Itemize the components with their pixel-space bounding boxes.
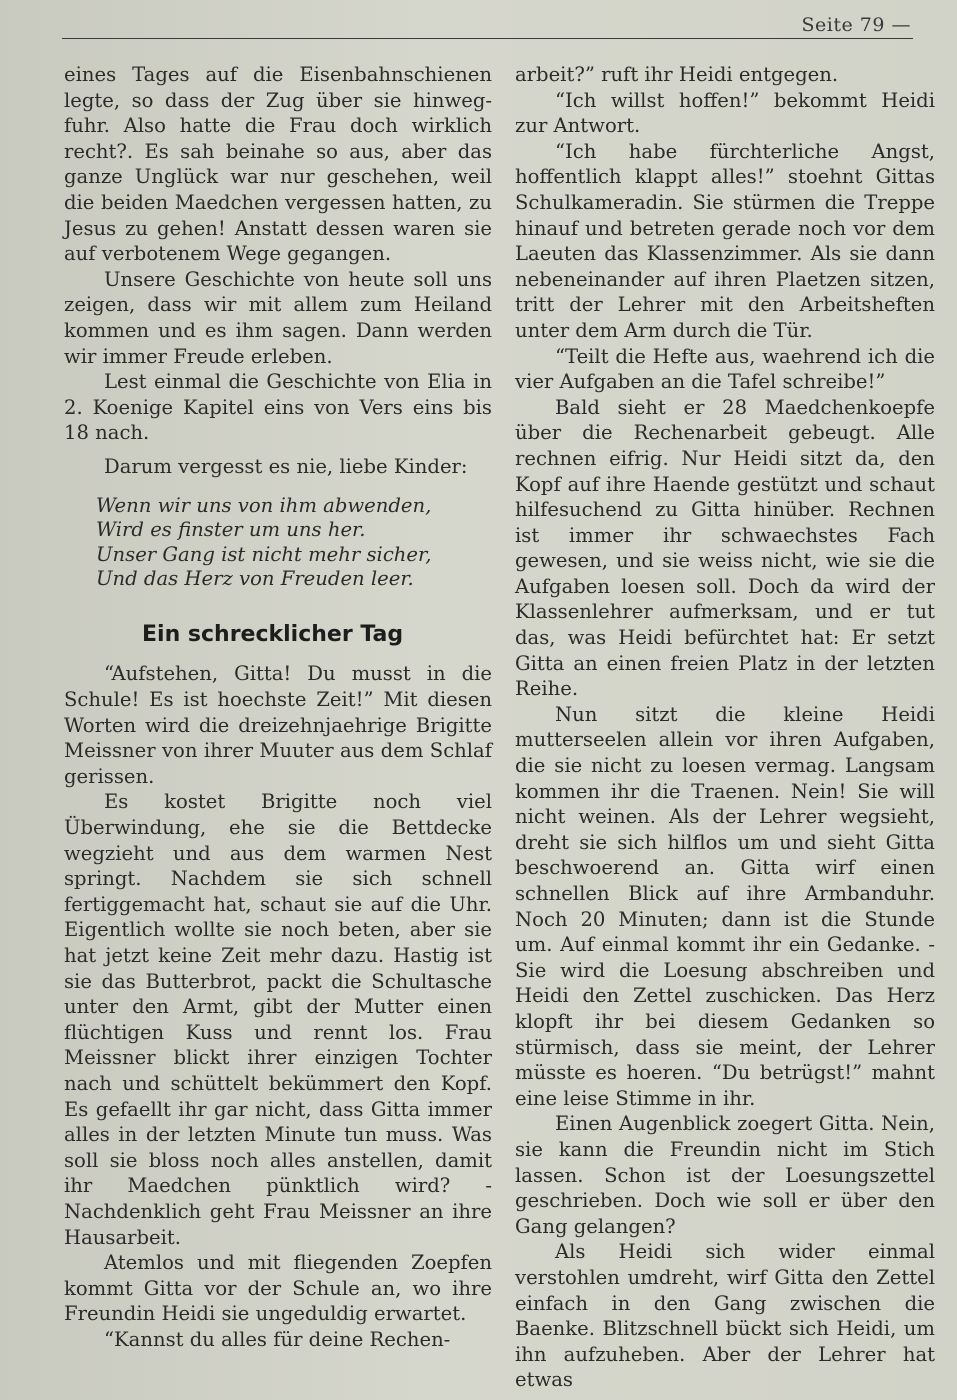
- paragraph: “Ich habe fürchterliche Angst, hoffentlich klappt alles!” stoehnt Gittas Schulkameradin. Sie stürmen die Treppe hinauf und betreten gerade noch vor dem Laeuten das Klassenzimmer. Als sie dann nebeneinander auf ihren Plaetzen sitzen, tritt der Lehrer mit den Arbeitsheften unter dem Arm durch die Tür.: [515, 139, 935, 342]
- paragraph: “Ich willst hoffen!” bekommt Heidi zur Antwort.: [515, 88, 935, 138]
- paragraph: Unsere Geschichte von heute soll uns zeigen, dass wir mit allem zum Heiland kommen und es ihm sagen. Dann werden wir immer Freude erleben.: [64, 267, 492, 368]
- paragraph: Lest einmal die Geschichte von Elia in 2. Koenige Kapitel eins von Vers eins bis 18 nach.: [64, 370, 492, 445]
- section-title: Ein schrecklicher Tag: [142, 621, 404, 647]
- poem-line: Unser Gang ist nicht mehr sicher,: [96, 542, 432, 566]
- paragraph: “Teilt die Hefte aus, waehrend ich die vier Aufgaben an die Tafel schreibe!”: [515, 344, 935, 394]
- poem-line: Wenn wir uns von ihm abwenden,: [96, 493, 432, 517]
- poem-line: Und das Herz von Freuden leer.: [96, 567, 414, 591]
- paragraph: eines Tages auf die Eisenbahnschienen legte, so dass der Zug über sie hinweg-fuhr. Also hatte die Frau doch wirklich recht?. Es sah beinahe so aus, aber das ganze Unglück war nur geschehen, weil die beiden Maedchen vergessen hatten, zu Jesus zu gehen! Anstatt dessen waren sie auf verbotenem Wege gegangen.: [64, 63, 492, 266]
- right-column: [515, 62, 935, 1393]
- paragraph: Atemlos und mit fliegenden Zoepfen kommt Gitta vor der Schule an, wo ihre Freundin Heidi sie ungeduldig erwartet.: [64, 1251, 492, 1326]
- paragraph: “Aufstehen, Gitta! Du musst in die Schule! Es ist hoechste Zeit!” Mit diesen Worten wird die dreizehnjaehrige Brigitte Meissner von ihrer Muuter aus dem Schlaf gerissen.: [64, 662, 492, 788]
- paragraph: Bald sieht er 28 Maedchenkoepfe über die Rechenarbeit gebeugt. Alle rechnen eifrig. Nur Heidi sitzt da, den Kopf auf ihre Haende gestützt und schaut hilfesuchend zu Gitta hinüber. Rechnen ist immer ihr schwaechstes Fach gewesen, und sie weiss nicht, wie sie die Aufgaben loesen soll. Doch da wird der Klassenlehrer aufmerksam, und er tut das, was Heidi befürchtet hat: Er setzt Gitta an einen freien Platz in der letzten Reihe.: [515, 395, 935, 701]
- left-column: [64, 62, 492, 1353]
- paragraph: Darum vergesst es nie, liebe Kinder:: [104, 454, 468, 478]
- paragraph: Nun sitzt die kleine Heidi mutterseelen allein vor ihren Aufgaben, die sie nicht zu loesen vermag. Langsam kommen ihr die Traenen. Nein! Sie will nicht weinen. Als der Lehrer wegsieht, dreht sie sich hilflos um und sieht Gitta beschwoerend an. Gitta wirf einen schnellen Blick auf ihre Armbanduhr. Noch 20 Minuten; dann ist die Stunde um. Auf einmal kommt ihr ein Gedanke. - Sie wird die Loesung abschreiben und Heidi den Zettel zuschicken. Das Herz klopft ihr bei diesem Gedanken so stürmisch, dass sie meint, der Lehrer müsste es hoeren. “Du betrügst!” mahnt eine leise Stimme in ihr.: [515, 702, 935, 1110]
- page-number: Seite 79 —: [801, 14, 911, 36]
- paragraph: “Kannst du alles für deine Rechen-: [104, 1327, 451, 1351]
- paragraph: Es kostet Brigitte noch viel Überwindung, ehe sie die Bettdecke wegzieht und aus dem warmen Nest springt. Nachdem sie sich schnell fertiggemacht hat, schaut sie auf die Uhr. Eigentlich wollte sie noch beten, aber sie hat jetzt keine Zeit mehr dazu. Hastig ist sie das Butterbrot, packt die Schultasche unter den Armt, gibt der Mutter einen flüchtigen Kuss und rennt los. Frau Meissner blickt ihrer einzigen Tochter nach und schüttelt bekümmert den Kopf. Es gefaellt ihr gar nicht, dass Gitta immer alles in der letzten Minute tun muss. Was soll sie bloss noch alles anstellen, damit ihr Maedchen pünktlich wird? - Nachdenklich geht Frau Meissner an ihre Hausarbeit.: [64, 790, 492, 1249]
- paragraph: Als Heidi sich wider einmal verstohlen umdreht, wirf Gitta den Zettel einfach in den Gang zwischen die Baenke. Blitzschnell bückt sich Heidi, um ihn aufzuheben. Aber der Lehrer hat etwas: [515, 1240, 935, 1392]
- poem: [96, 494, 492, 592]
- paragraph: Einen Augenblick zoegert Gitta. Nein, sie kann die Freundin nicht im Stich lassen. Schon ist der Loesungszettel geschrieben. Doch wie soll er über den Gang gelangen?: [515, 1112, 935, 1238]
- poem-line: Wird es finster um uns her.: [96, 518, 366, 542]
- paragraph: arbeit?” ruft ihr Heidi entgegen.: [515, 63, 839, 86]
- header-rule: [62, 38, 913, 39]
